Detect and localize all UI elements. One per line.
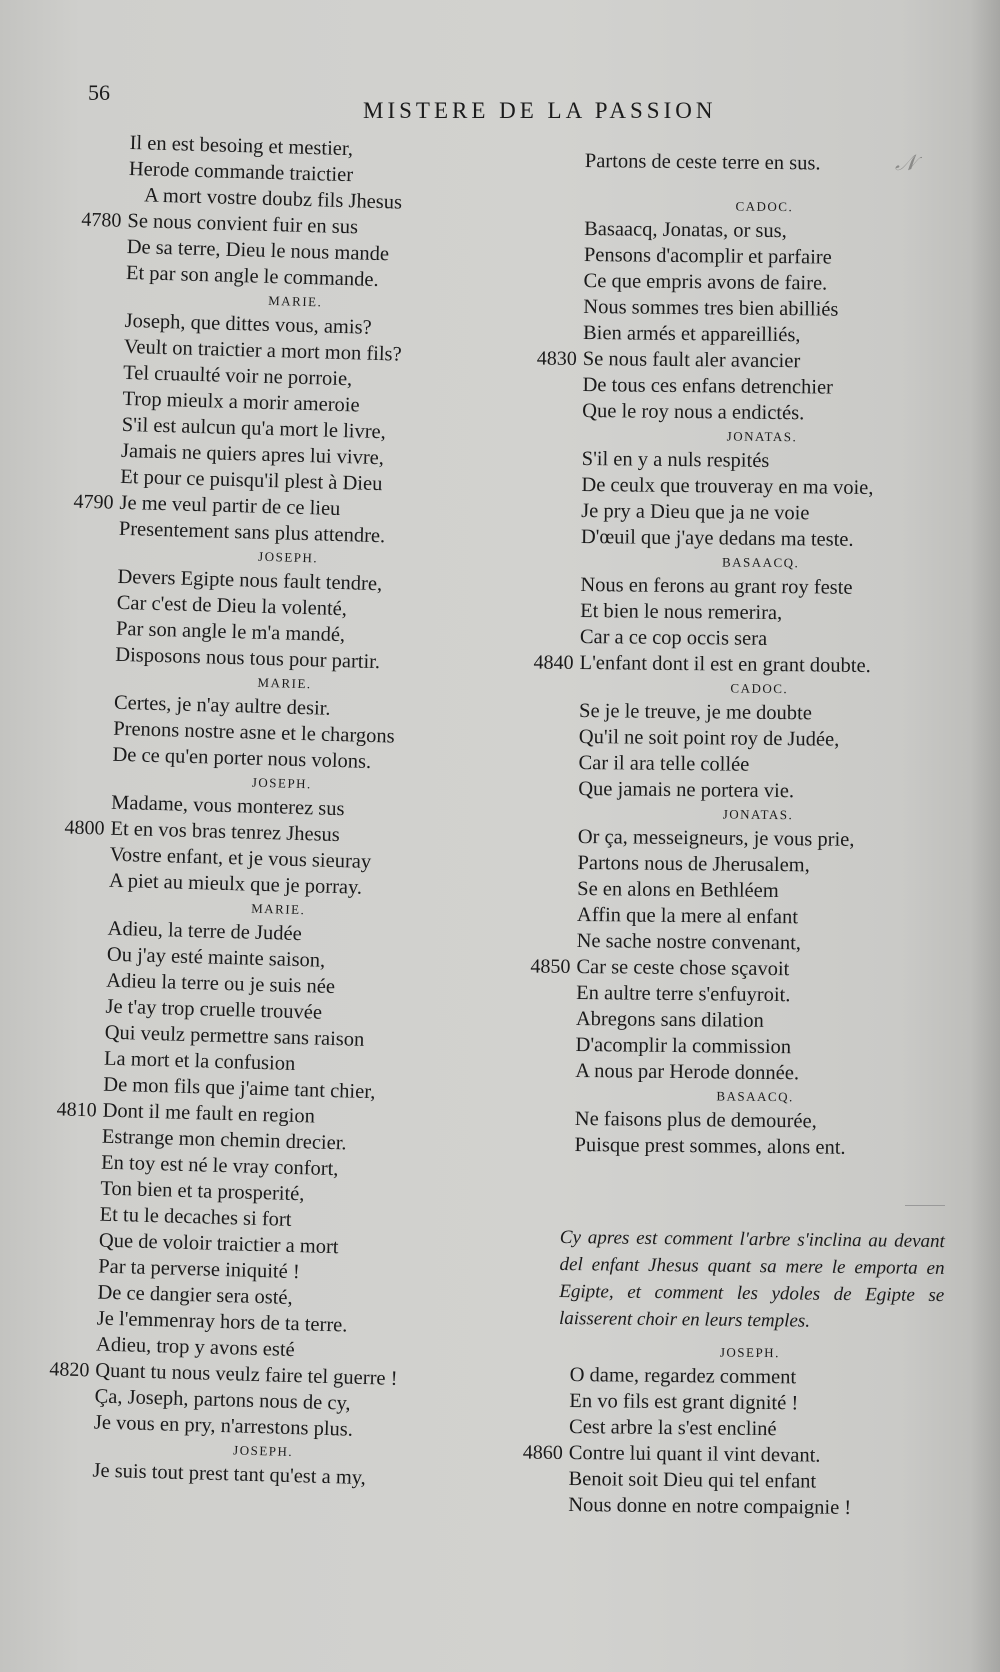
verse-line: [581, 498, 941, 528]
verse-text: D'acomplir la commission: [575, 1033, 792, 1059]
speaker-name: JONATAS.: [726, 428, 798, 445]
verse-text: Ou j'ay esté mainte saison,: [106, 943, 326, 972]
speaker-name: MARIE.: [257, 674, 312, 692]
verse-text: Benoit soit Dieu qui tel enfant: [568, 1467, 817, 1493]
verse-text: Tel cruaulté voir ne porroie,: [122, 361, 353, 391]
verse-line: [522, 1440, 929, 1470]
verse-text: O dame, regardez comment: [569, 1363, 797, 1389]
verse-line: [581, 524, 941, 554]
page-number: 56: [88, 80, 110, 105]
verse-text: De mon fils que j'aime tant chier,: [103, 1073, 376, 1104]
verse-text: Vostre enfant, et je vous sieuray: [109, 843, 372, 874]
verse-line: [569, 1388, 929, 1418]
verse-text: D'œuil que j'aye dedans ma teste.: [580, 525, 854, 551]
verse-text: Et tu le decaches si fort: [99, 1203, 292, 1231]
verse-text: Cest arbre la s'est encliné: [568, 1415, 777, 1441]
verse-text: Par son angle le m'a mandé,: [115, 617, 346, 647]
verse-text: Presentement sans plus attendre.: [118, 517, 386, 548]
verse-text: Se en alons en Bethléem: [577, 877, 779, 903]
right-column: [530, 148, 945, 1162]
verse-line: [577, 876, 937, 906]
verse-text: Que le roy nous a endictés.: [582, 399, 805, 425]
verse-line: [530, 954, 936, 984]
speaker-name: MARIE.: [268, 292, 323, 310]
right-column-end: [522, 1340, 930, 1522]
verse-line: [569, 1414, 929, 1444]
verse-text: De ceulx que trouveray en ma voie,: [581, 473, 874, 500]
verse-line: [577, 850, 937, 880]
verse-text: Devers Egipte nous fault tendre,: [117, 565, 383, 596]
verse-text: Par ta perverse iniquité !: [97, 1255, 300, 1284]
verse-text: Puisque prest sommes, alons ent.: [574, 1133, 846, 1159]
verse-line: [582, 446, 942, 476]
verse-line: [577, 928, 937, 958]
verse-text: Et en vos bras tenrez Jhesus: [110, 817, 341, 847]
verse-line: [580, 572, 940, 602]
verse-text: La mort et la confusion: [103, 1047, 296, 1075]
speaker-name: BASAACQ.: [716, 1088, 794, 1105]
verse-text: Partons de ceste terre en sus.: [584, 149, 821, 175]
verse-text: Ne sache nostre convenant,: [576, 929, 802, 955]
rubric-stage-direction: Cy apres est comment l'arbre s'inclina au devant del enfant Jhesus quant sa mere le emporta en Egipte, et comment les ydoles de Egipte se laisserent choir en leurs temples.: [558, 1226, 945, 1332]
verse-line: [584, 242, 944, 272]
verse-text: Veult on traictier a mort mon fils?: [123, 335, 402, 366]
verse-text: Nous en ferons au grant roy feste: [580, 573, 853, 599]
verse-text: Partons nous de Jherusalem,: [577, 851, 810, 877]
verse-line: [568, 1492, 928, 1522]
verse-line: [580, 598, 940, 628]
verse-text: Estrange mon chemin drecier.: [101, 1125, 347, 1155]
verse-line: [578, 776, 938, 806]
verse-text: Madame, vous monterez sus: [110, 791, 345, 821]
verse-line: [578, 750, 938, 780]
verse-line: [578, 824, 938, 854]
verse-line: [569, 1362, 929, 1392]
speaker-name: JONATAS.: [722, 806, 794, 823]
speaker-name: JOSEPH.: [719, 1344, 780, 1361]
verse-text: Que de voloir traictier a mort: [98, 1229, 339, 1259]
verse-text: Je vous en pry, n'arrestons plus.: [93, 1411, 354, 1441]
line-number: 4810: [56, 1098, 97, 1122]
verse-text: Ça, Joseph, partons nous de cy,: [94, 1385, 351, 1415]
verse-text: Jamais ne quiers apres lui vivre,: [120, 439, 385, 470]
verse-text: Affin que la mere al enfant: [576, 903, 799, 929]
speaker-name: JOSEPH.: [251, 774, 313, 792]
verse-text: Je me veul partir de ce lieu: [119, 491, 341, 521]
verse-text: Adieu, trop y avons esté: [95, 1333, 296, 1362]
verse-line: [583, 268, 943, 298]
verse-text: Pensons d'acomplir et parfaire: [583, 243, 832, 269]
verse-text: Et par son angle le commande.: [125, 261, 379, 291]
verse-text: Et pour ce puisqu'il plest à Dieu: [120, 465, 383, 496]
verse-text: Que jamais ne portera vie.: [578, 777, 795, 803]
verse-text: A nous par Herode donnée.: [575, 1059, 800, 1085]
verse-line: [575, 1058, 935, 1088]
verse-text: De sa terre, Dieu le nous mande: [126, 235, 390, 266]
verse-text: A mort vostre doubz fils Jhesus: [143, 184, 403, 214]
line-number: 4790: [73, 490, 114, 514]
speaker-name: MARIE.: [251, 900, 306, 918]
verse-line: [576, 1006, 936, 1036]
verse-line: [536, 346, 943, 376]
verse-text: Disposons nous tous pour partir.: [115, 643, 381, 674]
verse-text: Dont il me fault en region: [102, 1099, 316, 1128]
speaker-name: CADOC.: [730, 680, 789, 697]
verse-text: Ton bien et ta prosperité,: [100, 1177, 305, 1206]
verse-line: [583, 294, 943, 324]
line-number: 4860: [522, 1441, 563, 1464]
verse-line: [581, 472, 941, 502]
verse-text: Nous sommes tres bien abilliés: [583, 295, 839, 321]
pencil-rule: [905, 1205, 945, 1206]
verse-line: [584, 216, 944, 246]
verse-text: Car c'est de Dieu la volenté,: [116, 591, 348, 621]
verse-text: Joseph, que dittes vous, amis?: [124, 309, 373, 339]
speaker-name: CADOC.: [735, 198, 794, 215]
verse-text: Prenons nostre asne et le chargons: [112, 717, 395, 748]
verse-text: Adieu, la terre de Judée: [107, 917, 303, 946]
verse-line: [575, 1106, 935, 1136]
speaker-name: JOSEPH.: [257, 548, 319, 566]
verse-line: [583, 320, 943, 350]
verse-text: En vo fils est grant dignité !: [569, 1389, 799, 1415]
line-number: 4820: [49, 1358, 90, 1382]
verse-text: Basaacq, Jonatas, or sus,: [584, 217, 787, 243]
verse-text: Car il ara telle collée: [578, 751, 750, 776]
verse-text: Abregons sans dilation: [575, 1007, 764, 1032]
verse-text: En aultre terre s'enfuyroit.: [576, 981, 791, 1007]
left-column: [49, 130, 470, 1493]
speaker-name: BASAACQ.: [721, 554, 800, 571]
verse-text: Bien armés et appareilliés,: [582, 321, 801, 347]
verse-line: [577, 902, 937, 932]
verse-text: Certes, je n'ay aultre desir.: [113, 691, 331, 720]
verse-text: Herode commande traictier: [128, 157, 354, 187]
verse-text: L'enfant dont il est en grant doubte.: [579, 651, 871, 678]
page-edge-shadow: [970, 0, 1000, 1672]
running-title: MISTERE DE LA PASSION: [363, 98, 717, 123]
verse-line: [575, 1032, 935, 1062]
verse-line: [533, 650, 939, 680]
verse-text: Ce que empris avons de faire.: [583, 269, 828, 295]
verse-text: Or ça, messeigneurs, je vous prie,: [577, 825, 855, 851]
verse-text: En toy est né le vray confort,: [100, 1151, 339, 1181]
verse-text: De ce dangier sera osté,: [97, 1281, 293, 1309]
verse-line: [568, 1466, 928, 1496]
verse-line: [580, 624, 940, 654]
verse-text: Nous donne en notre compaignie !: [568, 1493, 852, 1519]
verse-text: Qu'il ne soit point roy de Judée,: [578, 725, 840, 751]
verse-text: Il en est besoing et mestier,: [129, 131, 354, 161]
verse-line: [582, 398, 942, 428]
verse-text: Je pry a Dieu que ja ne voie: [581, 499, 810, 525]
verse-text: A piet au mieulx que je porray.: [108, 869, 363, 899]
speaker-name: JOSEPH.: [232, 1442, 294, 1460]
verse-line: [574, 1132, 934, 1162]
verse-text: De ce qu'en porter nous volons.: [112, 743, 372, 773]
line-number: 4840: [533, 651, 574, 674]
verse-text: Car a ce cop occis sera: [579, 625, 768, 650]
verse-text: Je t'ay trop cruelle trouvée: [105, 995, 323, 1024]
verse-text: Trop mieulx a morir ameroie: [122, 387, 360, 417]
verse-text: Se je le treuve, je me doubte: [578, 699, 813, 725]
line-number: 4830: [536, 347, 577, 370]
line-number: 4780: [81, 208, 122, 232]
verse-text: S'il en y a nuls respités: [581, 447, 770, 472]
verse-text: De tous ces enfans detrenchier: [582, 373, 834, 399]
pencil-mark-icon: 𝒩: [895, 150, 917, 175]
verse-text: Je l'emmenray hors de ta terre.: [96, 1307, 348, 1337]
verse-text: Qui veulz permettre sans raison: [104, 1021, 365, 1051]
line-number: 4800: [64, 816, 105, 840]
verse-line: [585, 148, 945, 178]
verse-line: [579, 698, 939, 728]
verse-text: Contre lui quant il vint devant.: [568, 1441, 821, 1467]
verse-text: Quant tu nous veulz faire tel guerre !: [95, 1359, 398, 1390]
verse-text: Je suis tout prest tant qu'est a my,: [92, 1459, 367, 1490]
line-number: 4850: [530, 955, 571, 978]
verse-line: [582, 372, 942, 402]
verse-line: [579, 724, 939, 754]
verse-text: Car se ceste chose sçavoit: [576, 955, 790, 981]
verse-line: [576, 980, 936, 1010]
verse-text: Et bien le nous remerira,: [580, 599, 783, 625]
verse-text: Ne faisons plus de demourée,: [574, 1107, 817, 1133]
verse-text: S'il est aulcun qu'a mort le livre,: [121, 413, 387, 444]
verse-text: Adieu la terre ou je suis née: [105, 969, 336, 999]
verse-text: Se nous fault aler avancier: [582, 347, 801, 373]
verse-text: Se nous convient fuir en sus: [127, 209, 359, 239]
